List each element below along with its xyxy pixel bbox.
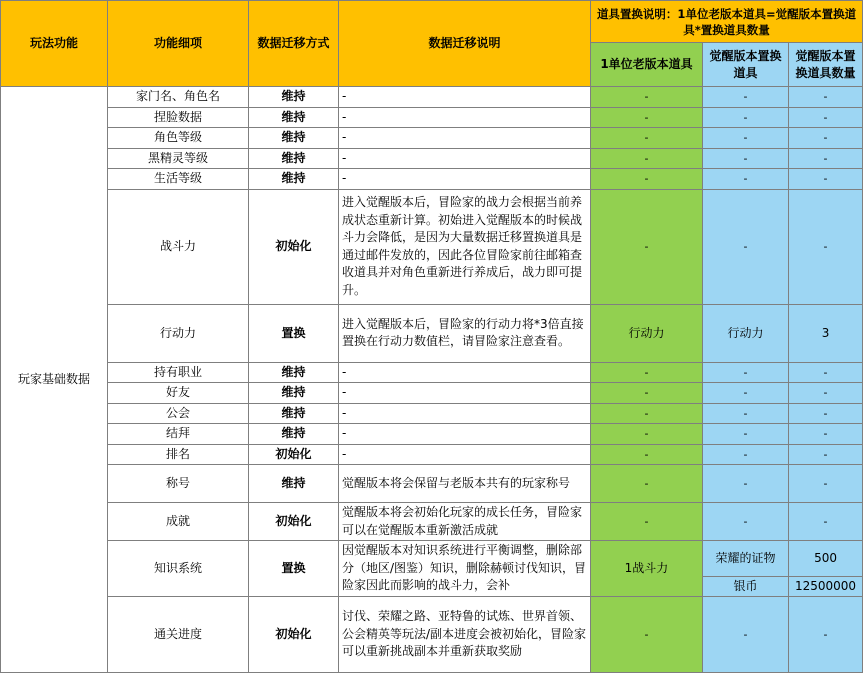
new-item-cell: 行动力 <box>703 304 789 362</box>
qty-cell: - <box>789 107 863 128</box>
method-cell: 维持 <box>249 424 339 445</box>
desc-cell: 进入觉醒版本后，冒险家的战力会根据当前养成状态重新计算。初始进入觉醒版本的时候战斗力会降低，是因为大量数据迁移置换道具是通过邮件发放的，因此各位冒险家前往邮箱查收道具并对角色重新进行养成后，战力即可提升。 <box>339 189 591 304</box>
old-item-cell: - <box>591 597 703 673</box>
table-row <box>1 444 863 465</box>
desc-cell: 讨伐、荣耀之路、亚特鲁的试炼、世界首领、公会精英等玩法/副本进度会被初始化，冒险家可以重新挑战副本并重新获取奖励 <box>339 597 591 673</box>
table-row <box>1 148 863 169</box>
method-cell: 维持 <box>249 169 339 190</box>
new-item-cell: - <box>703 503 789 541</box>
table-row <box>1 362 863 383</box>
new-item-cell: - <box>703 107 789 128</box>
item-cell: 排名 <box>108 444 249 465</box>
method-cell: 置换 <box>249 304 339 362</box>
item-cell: 通关进度 <box>108 597 249 673</box>
desc-cell: - <box>339 362 591 383</box>
table-row <box>1 541 863 577</box>
item-cell: 持有职业 <box>108 362 249 383</box>
header-method: 数据迁移方式 <box>249 1 339 87</box>
old-item-cell: - <box>591 87 703 108</box>
new-item-cell: - <box>703 148 789 169</box>
item-cell: 家门名、角色名 <box>108 87 249 108</box>
item-cell: 黑精灵等级 <box>108 148 249 169</box>
method-cell: 维持 <box>249 107 339 128</box>
qty-cell: 12500000 <box>789 577 863 597</box>
table-row <box>1 107 863 128</box>
qty-cell: - <box>789 128 863 149</box>
item-cell: 战斗力 <box>108 189 249 304</box>
header-exchange-note: 道具置换说明：1单位老版本道具=觉醒版本置换道具*置换道具数量 <box>591 1 863 43</box>
old-item-cell: - <box>591 107 703 128</box>
table-row <box>1 169 863 190</box>
desc-cell: 觉醒版本将会保留与老版本共有的玩家称号 <box>339 465 591 503</box>
qty-cell: - <box>789 424 863 445</box>
item-cell: 公会 <box>108 403 249 424</box>
new-item-cell: - <box>703 362 789 383</box>
item-cell: 生活等级 <box>108 169 249 190</box>
old-item-cell: 1战斗力 <box>591 541 703 597</box>
desc-cell: - <box>339 424 591 445</box>
new-item-cell: - <box>703 128 789 149</box>
old-item-cell: - <box>591 403 703 424</box>
new-item-cell: - <box>703 424 789 445</box>
method-cell: 维持 <box>249 148 339 169</box>
table-row <box>1 383 863 404</box>
method-cell: 初始化 <box>249 503 339 541</box>
method-cell: 维持 <box>249 362 339 383</box>
item-cell: 称号 <box>108 465 249 503</box>
old-item-cell: - <box>591 189 703 304</box>
table-row <box>1 189 863 304</box>
header-detail: 功能细项 <box>108 1 249 87</box>
qty-cell: - <box>789 444 863 465</box>
qty-cell: - <box>789 87 863 108</box>
table-row <box>1 128 863 149</box>
table-row <box>1 503 863 541</box>
new-item-cell: - <box>703 87 789 108</box>
table-row <box>1 304 863 362</box>
qty-cell: - <box>789 189 863 304</box>
item-cell: 结拜 <box>108 424 249 445</box>
desc-cell: 因觉醒版本对知识系统进行平衡调整，删除部分（地区/图鉴）知识，删除赫顿讨伐知识，冒险家因此而影响的战斗力，会补 <box>339 541 591 597</box>
table-row <box>1 87 863 108</box>
new-item-cell: 银币 <box>703 577 789 597</box>
method-cell: 置换 <box>249 541 339 597</box>
qty-cell: - <box>789 503 863 541</box>
new-item-cell: - <box>703 403 789 424</box>
item-cell: 好友 <box>108 383 249 404</box>
desc-cell: - <box>339 403 591 424</box>
table-row <box>1 597 863 673</box>
item-cell: 成就 <box>108 503 249 541</box>
qty-cell: - <box>789 465 863 503</box>
new-item-cell: - <box>703 169 789 190</box>
old-item-cell: - <box>591 465 703 503</box>
old-item-cell: - <box>591 148 703 169</box>
header-new-item: 觉醒版本置换道具 <box>703 43 789 87</box>
old-item-cell: - <box>591 128 703 149</box>
desc-cell: - <box>339 169 591 190</box>
new-item-cell: - <box>703 444 789 465</box>
method-cell: 初始化 <box>249 444 339 465</box>
table-row <box>1 465 863 503</box>
desc-cell: - <box>339 383 591 404</box>
old-item-cell: - <box>591 444 703 465</box>
desc-cell: - <box>339 87 591 108</box>
old-item-cell: - <box>591 169 703 190</box>
qty-cell: - <box>789 597 863 673</box>
method-cell: 维持 <box>249 465 339 503</box>
header-description: 数据迁移说明 <box>339 1 591 87</box>
old-item-cell: - <box>591 503 703 541</box>
new-item-cell: - <box>703 597 789 673</box>
qty-cell: 3 <box>789 304 863 362</box>
qty-cell: - <box>789 383 863 404</box>
table-row <box>1 424 863 445</box>
qty-cell: - <box>789 169 863 190</box>
method-cell: 维持 <box>249 128 339 149</box>
new-item-cell: - <box>703 189 789 304</box>
old-item-cell: 行动力 <box>591 304 703 362</box>
old-item-cell: - <box>591 424 703 445</box>
method-cell: 维持 <box>249 403 339 424</box>
item-cell: 行动力 <box>108 304 249 362</box>
method-cell: 维持 <box>249 383 339 404</box>
header-old-item: 1单位老版本道具 <box>591 43 703 87</box>
desc-cell: - <box>339 107 591 128</box>
method-cell: 维持 <box>249 87 339 108</box>
desc-cell: 进入觉醒版本后，冒险家的行动力将*3倍直接置换在行动力数值栏，请冒险家注意查看。 <box>339 304 591 362</box>
qty-cell: 500 <box>789 541 863 577</box>
old-item-cell: - <box>591 383 703 404</box>
method-cell: 初始化 <box>249 597 339 673</box>
item-cell: 角色等级 <box>108 128 249 149</box>
desc-cell: - <box>339 128 591 149</box>
category-cell: 玩家基础数据 <box>1 87 108 673</box>
table-row <box>1 403 863 424</box>
item-cell: 知识系统 <box>108 541 249 597</box>
new-item-cell: - <box>703 383 789 404</box>
qty-cell: - <box>789 362 863 383</box>
old-item-cell: - <box>591 362 703 383</box>
desc-cell: 觉醒版本将会初始化玩家的成长任务，冒险家可以在觉醒版本重新激活成就 <box>339 503 591 541</box>
new-item-cell: - <box>703 465 789 503</box>
desc-cell: - <box>339 148 591 169</box>
new-item-cell: 荣耀的证物 <box>703 541 789 577</box>
item-cell: 捏脸数据 <box>108 107 249 128</box>
qty-cell: - <box>789 148 863 169</box>
qty-cell: - <box>789 403 863 424</box>
desc-cell: - <box>339 444 591 465</box>
header-quantity: 觉醒版本置换道具数量 <box>789 43 863 87</box>
method-cell: 初始化 <box>249 189 339 304</box>
header-feature: 玩法功能 <box>1 1 108 87</box>
